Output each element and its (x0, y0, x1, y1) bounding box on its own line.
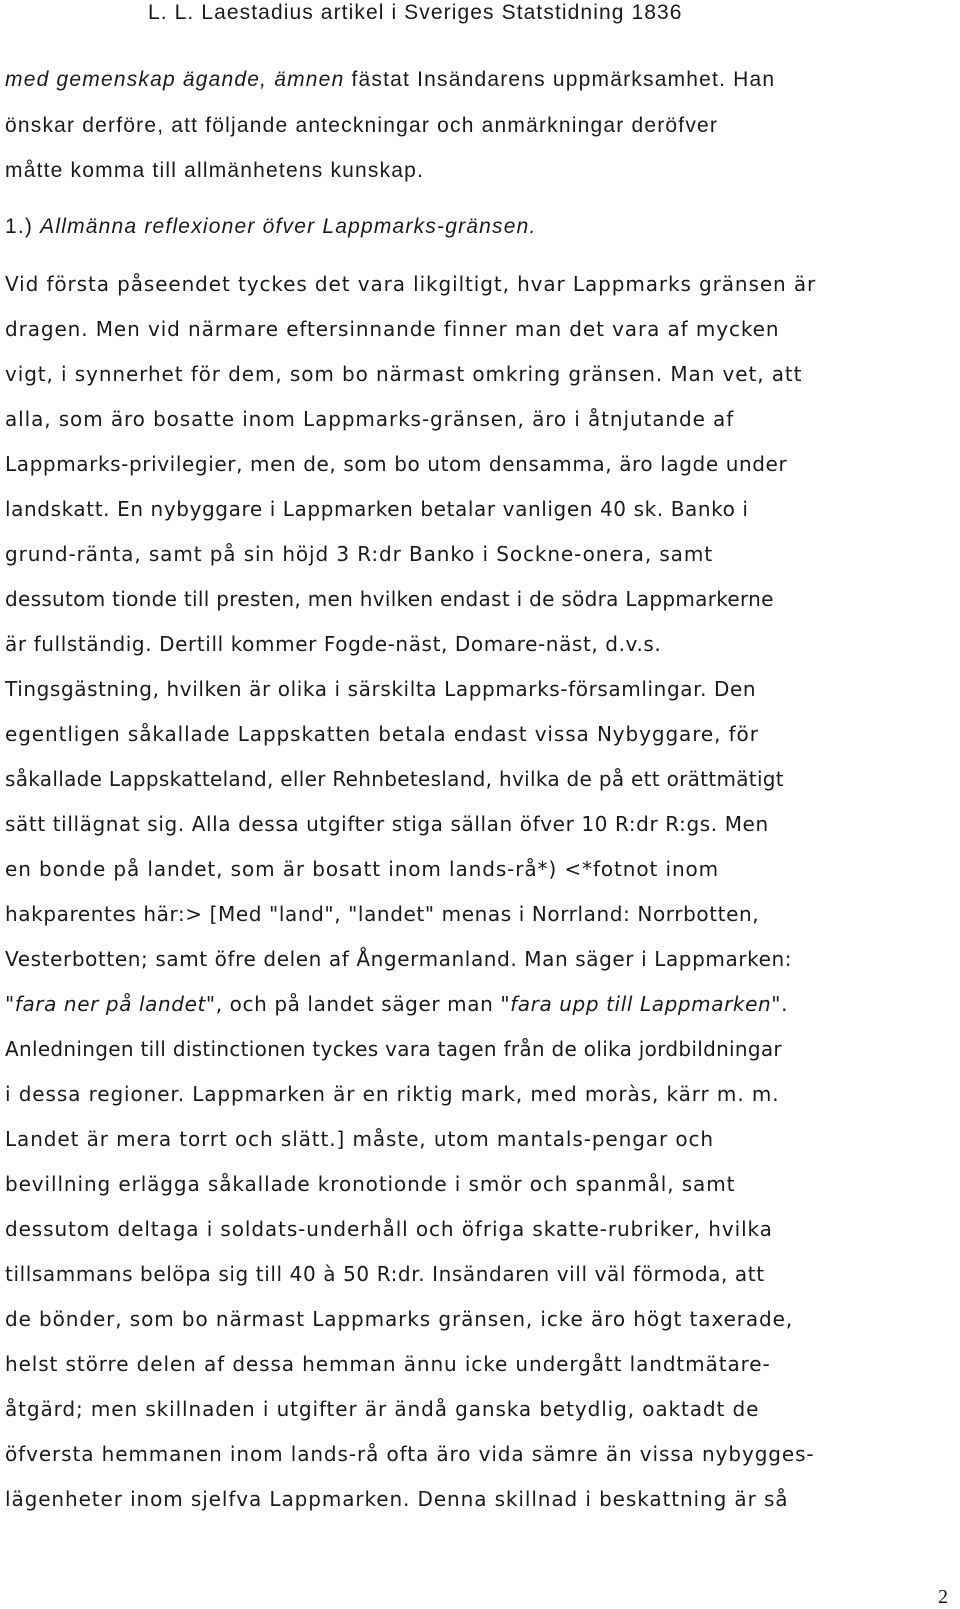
text-line-16 (5, 766, 784, 792)
line-text: en bonde på landet, som är bosatt inom lands-rå*) <*fotnot inom (5, 857, 720, 881)
line-text: helst större delen af dessa hemman ännu icke undergått landtmätare- (5, 1352, 771, 1376)
text-line-3 (5, 158, 424, 184)
text-line-25 (5, 1171, 735, 1197)
line-text: hakparentes här:> [Med "land", "landet" menas i Norrland: Norrbotten, (5, 902, 760, 926)
text-line-11 (5, 541, 713, 567)
text-line-18 (5, 856, 719, 882)
text-line-2 (5, 113, 718, 139)
page-header: L. L. Laestadius artikel i Sveriges Statstidning 1836 (148, 1, 683, 24)
line-text: sätt tillägnat sig. Alla dessa utgifter stiga sällan öfver 10 R:dr R:gs. Men (5, 812, 769, 836)
line-text: de bönder, som bo närmast Lappmarks gränsen, icke äro högt taxerade, (5, 1307, 794, 1331)
italic-quote: "fara upp till Lappmarken" (500, 992, 782, 1016)
text-line-8 (5, 406, 734, 432)
italic-quote: "fara ner på landet" (5, 992, 216, 1016)
line-text: tillsammans belöpa sig till 40 à 50 R:dr. Insändaren vill väl förmoda, att (5, 1262, 765, 1286)
text-line-5 (5, 271, 816, 297)
section-title: Allmänna reflexioner öfver Lappmarks-gränsen. (40, 215, 537, 238)
text-line-10 (5, 496, 749, 522)
line-text: Vesterbotten; samt öfre delen af Ångermanland. Man säger i Lappmarken: (5, 947, 793, 971)
line-text: bevillning erlägga såkallade kronotionde i smör och spanmål, samt (5, 1172, 736, 1196)
text-line-14 (5, 676, 756, 702)
line-text: måtte komma till allmänhetens kunskap. (5, 159, 425, 182)
line-text: såkallade Lappskatteland, eller Rehnbetesland, hvilka de på ett orättmätigt (5, 767, 784, 791)
text-line-19 (5, 901, 759, 927)
line-text: alla, som äro bosatte inom Lappmarks-gränsen, äro i åtnjutande af (5, 407, 735, 431)
text-line-12 (5, 586, 774, 612)
text-line-31 (5, 1441, 815, 1467)
text-line-23 (5, 1081, 779, 1107)
text-line-20 (5, 946, 792, 972)
text-line-29 (5, 1351, 771, 1377)
text-line-24 (5, 1126, 714, 1152)
line-text: Tingsgästning, hvilken är olika i särskilta Lappmarks-församlingar. Den (5, 677, 757, 701)
line-text: i dessa regioner. Lappmarken är en riktig mark, med moràs, kärr m. m. (5, 1082, 780, 1106)
line-text: öfversta hemmanen inom lands-rå ofta äro vida sämre än vissa nybygges- (5, 1442, 815, 1466)
line-text: lägenheter inom sjelfva Lappmarken. Denna skillnad i beskattning är så (5, 1487, 789, 1511)
text-line-6 (5, 316, 779, 342)
section-number: 1.) (5, 215, 41, 238)
text-line-28 (5, 1306, 793, 1332)
line-text: Vid första påseendet tyckes det vara likgiltigt, hvar Lappmarks gränsen är (5, 272, 817, 296)
line-text: åtgärd; men skillnaden i utgifter är ändå ganska betydlig, oaktadt de (5, 1397, 760, 1421)
line-text: Anledningen till distinctionen tyckes vara tagen från de olika jordbildningar (5, 1037, 782, 1061)
italic-phrase: med gemenskap ägande, ämnen (5, 68, 345, 91)
line-text: vigt, i synnerhet för dem, som bo närmast omkring gränsen. Man vet, att (5, 362, 803, 386)
text-line-30 (5, 1396, 759, 1422)
text-line-7 (5, 361, 802, 387)
text-line-17 (5, 811, 769, 837)
text-line-22 (5, 1036, 782, 1062)
line-text: önskar derföre, att följande anteckningar och anmärkningar deröfver (5, 114, 719, 137)
line-text: dragen. Men vid närmare eftersinnande finner man det vara af mycken (5, 317, 780, 341)
line-text: . (781, 992, 789, 1016)
line-text: , och på landet säger man (215, 992, 501, 1016)
line-text: är fullständig. Dertill kommer Fogde-näst, Domare-näst, d.v.s. (5, 632, 662, 656)
text-line-21 (5, 991, 788, 1017)
line-text: dessutom deltaga i soldats-underhåll och öfriga skatte-rubriker, hvilka (5, 1217, 773, 1241)
page-number: 2 (938, 1586, 948, 1608)
line-text: Lappmarks-privilegier, men de, som bo utom densamma, äro lagde under (5, 452, 788, 476)
text-line-15 (5, 721, 759, 747)
line-text: fästat Insändarens uppmärksamhet. Han (344, 68, 776, 91)
text-line-13 (5, 631, 661, 657)
section-heading (5, 214, 537, 240)
text-line-26 (5, 1216, 773, 1242)
line-text: dessutom tionde till presten, men hvilken endast i de södra Lappmarkerne (5, 587, 774, 611)
line-text: Landet är mera torrt och slätt.] måste, utom mantals-pengar och (5, 1127, 714, 1151)
text-line-9 (5, 451, 787, 477)
text-line-27 (5, 1261, 765, 1287)
text-line-32 (5, 1486, 788, 1512)
line-text: egentligen såkallade Lappskatten betala endast vissa Nybyggare, för (5, 722, 759, 746)
text-line-1 (5, 67, 775, 93)
line-text: grund-ränta, samt på sin höjd 3 R:dr Banko i Sockne-onera, samt (5, 542, 713, 566)
line-text: landskatt. En nybyggare i Lappmarken betalar vanligen 40 sk. Banko i (5, 497, 749, 521)
